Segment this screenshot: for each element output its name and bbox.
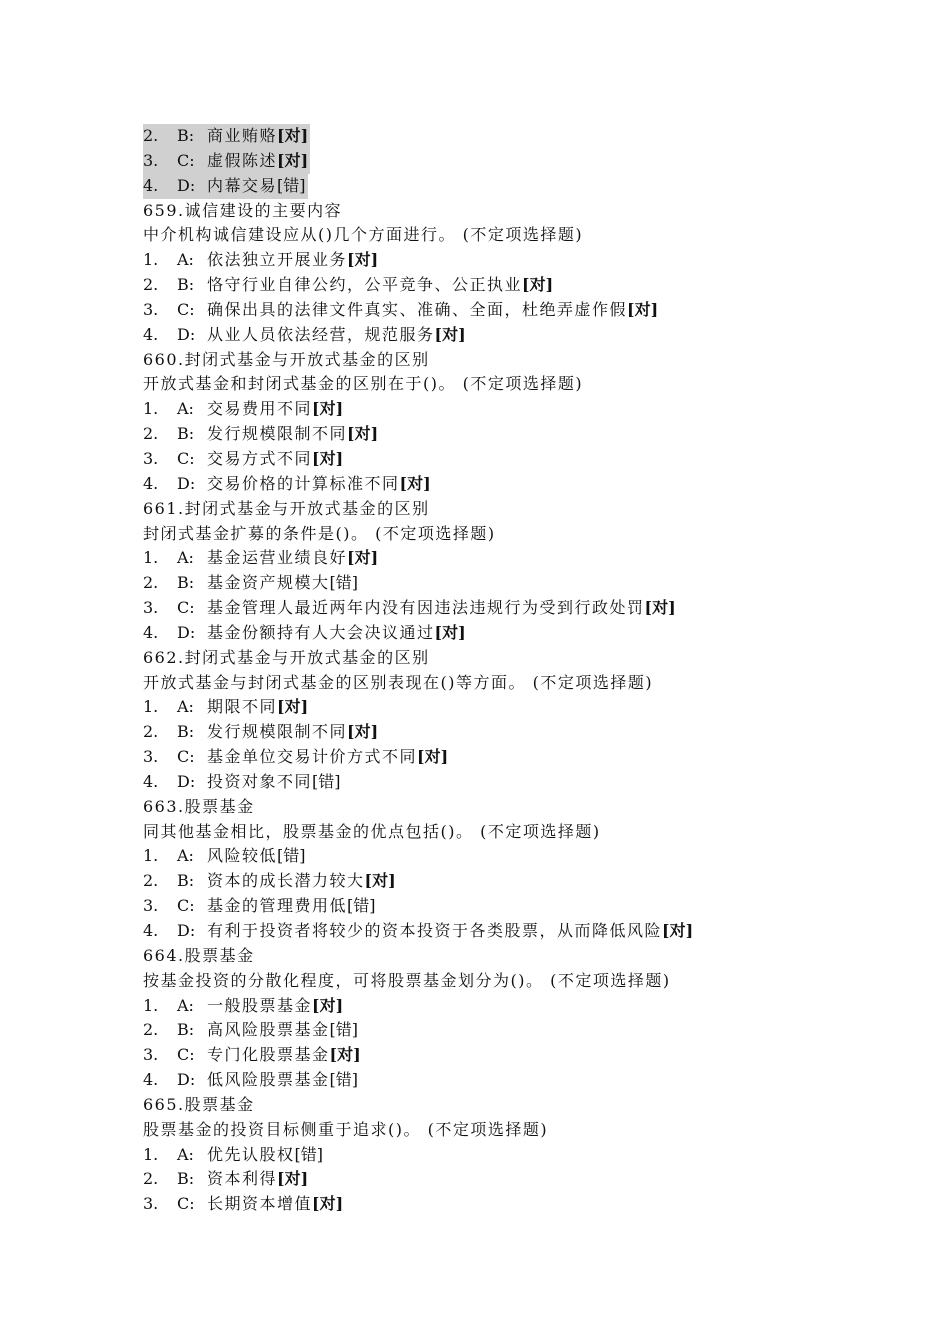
- answer-option: [143, 994, 923, 1019]
- option-letter: A:: [177, 399, 194, 419]
- option-text: 交易方式不同: [207, 448, 313, 468]
- answer-option: [143, 894, 923, 919]
- wrong-mark: [错]: [294, 1144, 324, 1164]
- correct-mark: [对]: [364, 871, 396, 891]
- option-text: 专门化股票基金: [207, 1045, 330, 1065]
- option-content: [143, 424, 378, 443]
- answer-option: [143, 149, 923, 174]
- option-letter: C:: [177, 747, 195, 767]
- answer-option: [143, 472, 923, 497]
- wrong-mark: [错]: [312, 771, 341, 791]
- option-letter: B:: [177, 871, 195, 891]
- option-content: [143, 598, 676, 617]
- correct-mark: [对]: [522, 275, 554, 295]
- option-letter: C:: [177, 896, 195, 916]
- option-content: [143, 846, 306, 865]
- option-text: 基金单位交易计价方式不同: [207, 747, 418, 767]
- option-number: 3.: [143, 747, 159, 767]
- option-text: 确保出具的法律文件真实、准确、全面，杜绝弄虚作假: [207, 299, 628, 319]
- question-title: 661.封闭式基金与开放式基金的区别: [143, 498, 430, 518]
- answer-option: [143, 298, 923, 323]
- answer-option: [143, 546, 923, 571]
- option-content: [143, 174, 308, 199]
- option-number: 1.: [143, 697, 159, 717]
- option-number: 1.: [143, 995, 159, 1015]
- correct-mark: [对]: [434, 622, 466, 642]
- option-number: 2.: [143, 871, 159, 891]
- option-letter: D:: [177, 1070, 196, 1090]
- answer-option: [143, 745, 923, 770]
- correct-mark: [对]: [347, 548, 379, 568]
- option-content: [143, 996, 343, 1015]
- question-stem: 股票基金的投资目标侧重于追求()。 (不定项选择题): [143, 1119, 549, 1139]
- option-number: 1.: [143, 399, 159, 419]
- question-title: 665.股票基金: [143, 1094, 255, 1114]
- option-number: 4.: [143, 324, 159, 344]
- option-letter: D:: [177, 324, 196, 344]
- answer-option: [143, 869, 923, 894]
- option-content: [143, 896, 376, 915]
- question-stem: 按基金投资的分散化程度，可将股票基金划分为()。 (不定项选择题): [143, 970, 671, 990]
- option-number: 2.: [143, 722, 159, 742]
- correct-mark: [对]: [347, 424, 379, 444]
- wrong-mark: [错]: [347, 896, 376, 916]
- option-content: [143, 1194, 343, 1213]
- answer-option: [143, 273, 923, 298]
- correct-mark: [对]: [399, 473, 431, 493]
- option-content: [143, 250, 378, 269]
- question-stem: 中介机构诚信建设应从()几个方面进行。 (不定项选择题): [143, 225, 584, 245]
- wrong-mark: [错]: [277, 846, 306, 866]
- option-number: 3.: [143, 150, 159, 170]
- option-number: 4.: [143, 1070, 159, 1090]
- option-content: [143, 697, 308, 716]
- option-text: 恪守行业自律公约，公平竞争、公正执业: [207, 275, 523, 295]
- correct-mark: [对]: [312, 399, 344, 419]
- answer-option: [143, 695, 923, 720]
- correct-mark: [对]: [277, 150, 309, 170]
- option-text: 基金管理人最近两年内没有因违法违规行为受到行政处罚: [207, 598, 645, 618]
- option-text: 一般股票基金: [207, 995, 313, 1015]
- option-letter: C:: [177, 299, 195, 319]
- question-stem: 同其他基金相比，股票基金的优点包括()。 (不定项选择题): [143, 821, 601, 841]
- answer-option: [143, 621, 923, 646]
- option-letter: A:: [177, 846, 194, 866]
- option-content: [143, 124, 310, 149]
- option-content: [143, 921, 693, 940]
- option-text: 商业贿赂: [207, 126, 278, 145]
- option-content: [143, 722, 378, 741]
- option-letter: A:: [177, 697, 194, 717]
- option-content: [143, 772, 341, 791]
- correct-mark: [对]: [347, 722, 379, 742]
- option-text: 从业人员依法经营，规范服务: [207, 324, 435, 344]
- option-text: 发行规模限制不同: [207, 424, 348, 444]
- answer-option: [143, 397, 923, 422]
- option-letter: B:: [177, 573, 195, 593]
- correct-mark: [对]: [662, 921, 694, 940]
- question-title: 664.股票基金: [143, 945, 255, 965]
- option-content: [143, 1070, 358, 1089]
- option-text: 发行规模限制不同: [207, 722, 348, 742]
- question-title: 662.封闭式基金与开放式基金的区别: [143, 647, 430, 667]
- option-letter: D:: [177, 921, 196, 940]
- option-letter: B:: [177, 424, 195, 444]
- option-number: 3.: [143, 299, 159, 319]
- option-content: [143, 623, 466, 642]
- correct-mark: [对]: [627, 299, 659, 319]
- option-text: 高风险股票基金: [207, 1020, 330, 1040]
- option-letter: B:: [177, 722, 195, 742]
- option-letter: B:: [177, 275, 195, 295]
- option-content: [143, 449, 343, 468]
- option-text: 风险较低: [207, 846, 278, 866]
- option-content: [143, 1045, 361, 1064]
- answer-option: [143, 124, 923, 149]
- option-content: [143, 1169, 308, 1188]
- option-number: 2.: [143, 573, 159, 593]
- answer-option: [143, 844, 923, 869]
- answer-option: [143, 1143, 923, 1168]
- option-number: 1.: [143, 846, 159, 866]
- option-letter: D:: [177, 622, 196, 642]
- option-content: [143, 474, 431, 493]
- option-letter: C:: [177, 448, 195, 468]
- correct-mark: [对]: [277, 1169, 309, 1189]
- option-content: [143, 573, 358, 592]
- option-letter: C:: [177, 150, 195, 170]
- option-number: 3.: [143, 896, 159, 916]
- option-number: 4.: [143, 175, 159, 195]
- answer-option: [143, 174, 923, 199]
- option-letter: B:: [177, 1169, 195, 1189]
- option-content: [143, 399, 343, 418]
- correct-mark: [对]: [347, 250, 379, 270]
- option-content: [143, 1145, 323, 1164]
- option-number: 4.: [143, 473, 159, 493]
- option-text: 交易费用不同: [207, 399, 313, 419]
- option-text: 基金运营业绩良好: [207, 548, 348, 568]
- question-stem: 开放式基金和封闭式基金的区别在于()。 (不定项选择题): [143, 374, 584, 394]
- correct-mark: [对]: [434, 324, 466, 344]
- answer-option: [143, 1068, 923, 1093]
- wrong-mark: [错]: [329, 573, 359, 593]
- option-content: [143, 747, 448, 766]
- answer-option: [143, 596, 923, 621]
- option-number: 2.: [143, 1020, 159, 1040]
- option-number: 3.: [143, 1194, 159, 1214]
- answer-option: [143, 571, 923, 596]
- correct-mark: [对]: [277, 126, 309, 145]
- answer-option: [143, 422, 923, 447]
- correct-mark: [对]: [644, 598, 676, 618]
- wrong-mark: [错]: [277, 175, 306, 195]
- option-text: 资本的成长潜力较大: [207, 871, 365, 891]
- option-number: 2.: [143, 126, 159, 145]
- option-content: [143, 871, 396, 890]
- option-letter: D:: [177, 175, 196, 195]
- option-number: 3.: [143, 448, 159, 468]
- option-letter: A:: [177, 250, 194, 270]
- option-letter: B:: [177, 1020, 195, 1040]
- option-letter: A:: [177, 995, 194, 1015]
- option-number: 2.: [143, 1169, 159, 1189]
- question-title: 660.封闭式基金与开放式基金的区别: [143, 349, 430, 369]
- option-letter: D:: [177, 771, 196, 791]
- option-number: 2.: [143, 275, 159, 295]
- correct-mark: [对]: [277, 697, 309, 717]
- correct-mark: [对]: [312, 448, 344, 468]
- option-number: 2.: [143, 424, 159, 444]
- correct-mark: [对]: [417, 747, 449, 767]
- answer-option: [143, 1167, 923, 1192]
- question-title: 663.股票基金: [143, 796, 255, 816]
- option-text: 交易价格的计算标准不同: [207, 473, 400, 493]
- answer-option: [143, 919, 923, 944]
- option-content: [143, 275, 553, 294]
- option-letter: C:: [177, 1194, 195, 1214]
- option-content: [143, 149, 310, 174]
- option-text: 长期资本增值: [207, 1194, 313, 1214]
- option-content: [143, 325, 466, 344]
- correct-mark: [对]: [312, 1194, 344, 1214]
- option-number: 3.: [143, 1045, 159, 1065]
- answer-option: [143, 1043, 923, 1068]
- option-text: 优先认股权: [207, 1144, 295, 1164]
- option-text: 基金份额持有人大会决议通过: [207, 622, 435, 642]
- option-content: [143, 548, 378, 567]
- option-text: 依法独立开展业务: [207, 250, 348, 270]
- option-letter: C:: [177, 598, 195, 618]
- wrong-mark: [错]: [329, 1020, 359, 1040]
- question-stem: 开放式基金与封闭式基金的区别表现在()等方面。 (不定项选择题): [143, 672, 654, 692]
- option-text: 投资对象不同: [207, 771, 313, 791]
- question-stem: 封闭式基金扩募的条件是()。 (不定项选择题): [143, 523, 496, 543]
- option-number: 4.: [143, 771, 159, 791]
- option-text: 有利于投资者将较少的资本投资于各类股票，从而降低风险: [207, 921, 663, 940]
- answer-option: [143, 1192, 923, 1217]
- option-number: 1.: [143, 250, 159, 270]
- option-text: 低风险股票基金: [207, 1070, 330, 1090]
- option-text: 内幕交易: [207, 175, 278, 195]
- option-text: 资本利得: [207, 1169, 278, 1189]
- option-number: 3.: [143, 598, 159, 618]
- option-text: 基金的管理费用低: [207, 896, 348, 916]
- answer-option: [143, 323, 923, 348]
- option-letter: D:: [177, 473, 196, 493]
- option-number: 1.: [143, 1144, 159, 1164]
- option-letter: A:: [177, 548, 194, 568]
- question-document: [143, 124, 923, 1217]
- answer-option: [143, 770, 923, 795]
- option-content: [143, 300, 658, 319]
- option-text: 基金资产规模大: [207, 573, 330, 593]
- option-letter: C:: [177, 1045, 195, 1065]
- question-title: 659.诚信建设的主要内容: [143, 200, 343, 220]
- option-text: 期限不同: [207, 697, 278, 717]
- answer-option: [143, 447, 923, 472]
- answer-option: [143, 248, 923, 273]
- correct-mark: [对]: [329, 1045, 361, 1065]
- option-number: 1.: [143, 548, 159, 568]
- option-letter: A:: [177, 1144, 194, 1164]
- correct-mark: [对]: [312, 995, 344, 1015]
- answer-option: [143, 1018, 923, 1043]
- option-text: 虚假陈述: [207, 150, 278, 170]
- wrong-mark: [错]: [329, 1070, 359, 1090]
- option-content: [143, 1020, 358, 1039]
- option-letter: B:: [177, 126, 195, 145]
- answer-option: [143, 720, 923, 745]
- option-number: 4.: [143, 921, 159, 940]
- option-number: 4.: [143, 622, 159, 642]
